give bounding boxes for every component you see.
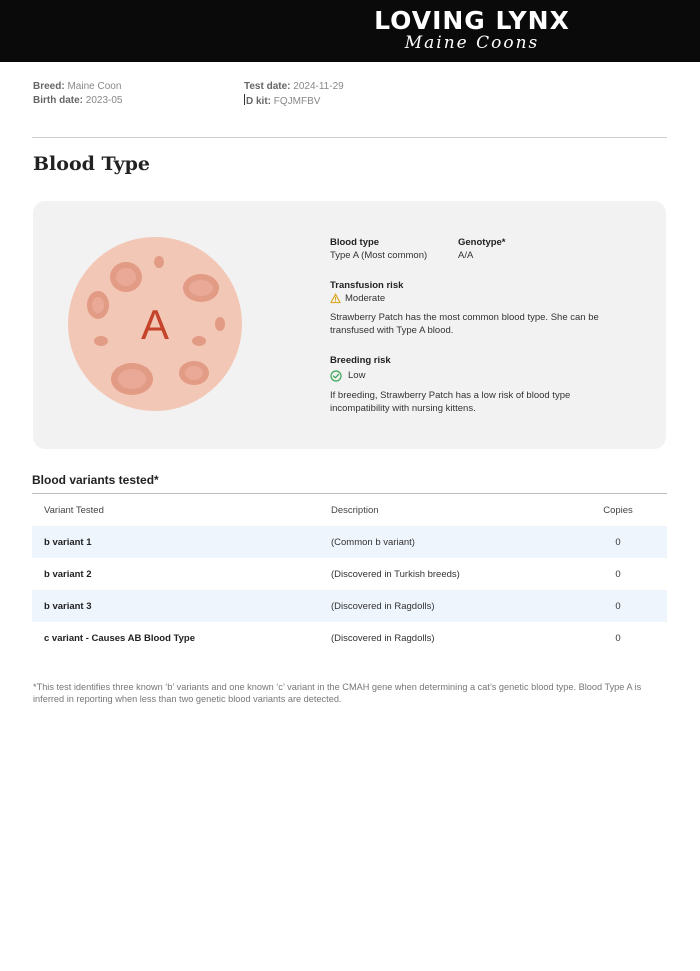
test-date-label: Test date: bbox=[244, 81, 291, 92]
footnote: *This test identifies three known ‘b’ variants and one known ‘c’ variant in the CMAH gene when determining a cat’s genetic blood type. Blood Type A is inferred in reporting when less than two genetic blood variants are detected. bbox=[33, 682, 642, 704]
red-blood-cell bbox=[215, 317, 225, 331]
red-blood-cell bbox=[192, 336, 206, 346]
page-title: Blood Type bbox=[33, 153, 150, 175]
birth-date-label: Birth date: bbox=[33, 95, 83, 106]
birth-date-line bbox=[33, 94, 122, 108]
blood-cell-illustration bbox=[68, 237, 242, 411]
red-blood-cell bbox=[87, 291, 109, 319]
transfusion-risk bbox=[330, 279, 403, 305]
blood-type-letter: A bbox=[140, 301, 170, 348]
blood-type-value: Type A (Most common) bbox=[330, 250, 428, 261]
breeding-risk bbox=[330, 354, 391, 382]
variants-section-title: Blood variants tested* bbox=[32, 473, 159, 487]
genotype-info bbox=[458, 236, 506, 262]
table-row bbox=[32, 526, 667, 558]
genotype-value: A/A bbox=[458, 250, 474, 261]
header-bar bbox=[0, 0, 700, 62]
breed-value: Maine Coon bbox=[67, 81, 122, 92]
blood-type-info bbox=[330, 236, 427, 262]
text-cursor bbox=[244, 94, 245, 105]
cat-info bbox=[33, 80, 122, 108]
variant-name: b variant 1 bbox=[44, 536, 92, 548]
test-date-value: 2024-11-29 bbox=[293, 81, 344, 92]
divider bbox=[32, 137, 667, 138]
variant-description: (Common b variant) bbox=[331, 536, 415, 548]
kit-line bbox=[244, 94, 344, 109]
header-variant: Variant Tested bbox=[44, 504, 104, 516]
table-row bbox=[32, 622, 667, 654]
transfusion-risk-label: Transfusion risk bbox=[330, 280, 404, 291]
red-blood-cell bbox=[111, 363, 153, 395]
variant-description: (Discovered in Ragdolls) bbox=[331, 600, 435, 612]
header-copies: Copies bbox=[603, 504, 633, 516]
red-blood-cell bbox=[183, 274, 219, 302]
variant-name: c variant - Causes AB Blood Type bbox=[44, 632, 195, 644]
transfusion-description: Strawberry Patch has the most common blood type. She can be transfused with Type A blood. bbox=[330, 312, 599, 336]
breeding-description: If breeding, Strawberry Patch has a low risk of blood type incompatibility with nursing kittens. bbox=[330, 390, 571, 414]
breed-line bbox=[33, 80, 122, 94]
red-blood-cell bbox=[179, 361, 209, 385]
check-circle-icon bbox=[330, 370, 342, 382]
variant-copies: 0 bbox=[615, 536, 621, 548]
breeding-status bbox=[330, 369, 391, 382]
red-blood-cell bbox=[154, 256, 164, 268]
variant-description: (Discovered in Turkish breeds) bbox=[331, 568, 460, 580]
breed-label: Breed: bbox=[33, 81, 65, 92]
brand-name: LOVING LYNX bbox=[374, 6, 570, 35]
breeding-risk-label: Breeding risk bbox=[330, 355, 391, 366]
brand-logo bbox=[372, 6, 572, 52]
brand-tagline: Maine Coons bbox=[404, 33, 540, 53]
variants-table bbox=[32, 494, 667, 654]
variant-copies: 0 bbox=[615, 632, 621, 644]
warning-triangle-icon bbox=[330, 293, 341, 304]
variant-copies: 0 bbox=[615, 600, 621, 612]
transfusion-status bbox=[330, 292, 403, 305]
table-row bbox=[32, 558, 667, 590]
transfusion-status-text: Moderate bbox=[345, 293, 386, 304]
red-blood-cell bbox=[110, 262, 142, 292]
test-info bbox=[244, 80, 344, 109]
test-date-line bbox=[244, 80, 344, 94]
header-description: Description bbox=[331, 504, 379, 516]
blood-type-label: Blood type bbox=[330, 237, 380, 248]
birth-date-value: 2023-05 bbox=[85, 95, 123, 106]
variant-description: (Discovered in Ragdolls) bbox=[331, 632, 435, 644]
variant-name: b variant 2 bbox=[44, 568, 92, 580]
kit-label: D kit: bbox=[246, 96, 271, 107]
table-header-row bbox=[32, 494, 667, 526]
genotype-label: Genotype* bbox=[458, 237, 506, 248]
table-row bbox=[32, 590, 667, 622]
red-blood-cell bbox=[94, 336, 108, 346]
variant-copies: 0 bbox=[615, 568, 621, 580]
kit-value: FQJMFBV bbox=[273, 96, 321, 107]
variant-name: b variant 3 bbox=[44, 600, 92, 612]
breeding-status-text: Low bbox=[348, 370, 366, 381]
